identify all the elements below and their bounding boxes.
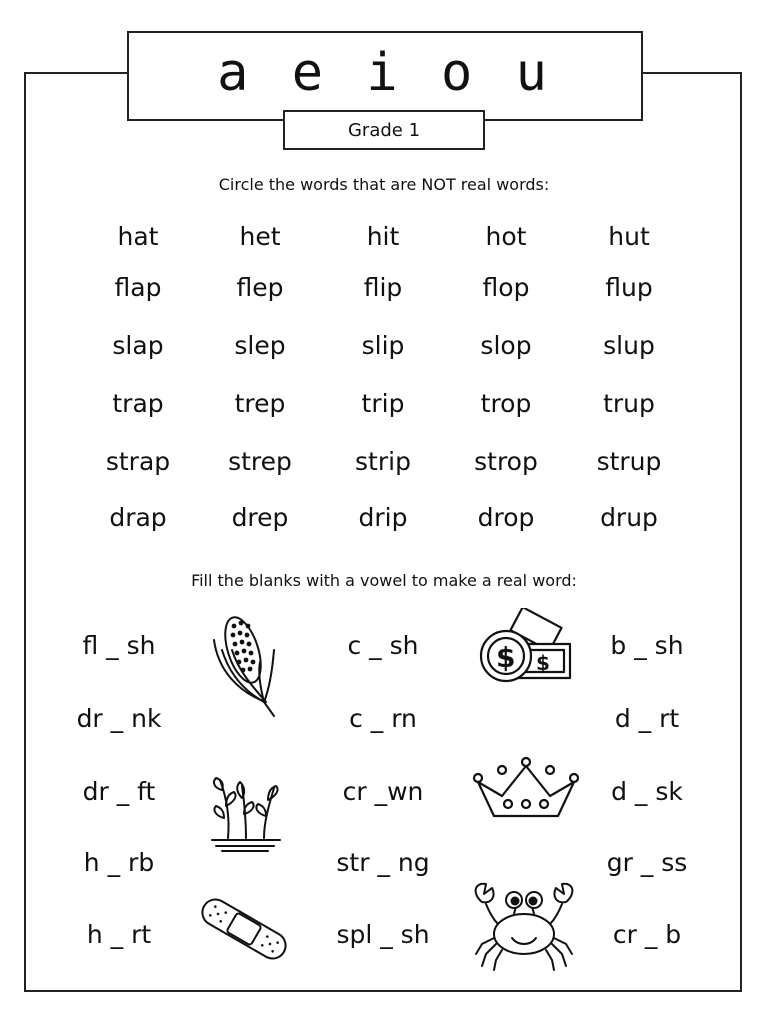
word: strop [474,447,538,476]
fill-word: gr _ ss [606,848,688,877]
fill-word: c _ sh [347,631,419,660]
corn-icon [208,610,284,720]
instruction-fill: Fill the blanks with a vowel to make a real word: [191,571,577,590]
word: flap [114,273,162,302]
fill-word: h _ rt [86,920,152,949]
word: slup [603,331,655,360]
plant-icon [208,766,284,852]
fill-word: dr _ nk [76,704,162,733]
word: hit [366,222,400,251]
word: strap [105,447,171,476]
fill-word: d _ sk [611,777,683,806]
fill-word: b _ sh [610,631,684,660]
word: trip [361,389,405,418]
word: flip [363,273,403,302]
word: slep [234,331,286,360]
crab-icon [468,880,580,972]
fill-word: dr _ ft [82,777,156,806]
money-icon [474,608,578,688]
word: flup [605,273,653,302]
title-box [127,31,643,121]
instruction-circle: Circle the words that are NOT real words: [218,175,550,194]
fill-word: cr _wn [342,777,424,806]
word: drop [477,503,535,532]
fill-word: h _ rb [83,848,155,877]
word: drap [109,503,167,532]
word: hat [117,222,159,251]
word: hut [608,222,650,251]
fill-word: str _ ng [336,848,430,877]
grade-label: Grade 1 [283,110,485,150]
word: drep [231,503,289,532]
word: flep [236,273,284,302]
worksheet-title: a e i o u [217,43,553,103]
fill-word: d _ rt [614,704,680,733]
word: trap [112,389,164,418]
fill-word: fl _ sh [82,631,156,660]
word: trup [603,389,655,418]
word: strip [355,447,411,476]
word: strep [228,447,292,476]
word: slap [112,331,164,360]
word: drip [358,503,408,532]
fill-word: cr _ b [612,920,682,949]
word: hot [485,222,527,251]
svg-text:$: $ [536,651,550,675]
word: slop [480,331,532,360]
word: trep [234,389,286,418]
word: flop [482,273,530,302]
fill-word: spl _ sh [336,920,430,949]
crown-icon [472,756,580,822]
svg-text:$: $ [496,641,516,674]
word: trop [480,389,532,418]
word: het [239,222,281,251]
word: slip [361,331,405,360]
word: drup [600,503,658,532]
word: strup [596,447,662,476]
bandage-icon [194,896,294,962]
fill-word: c _ rn [349,704,417,733]
